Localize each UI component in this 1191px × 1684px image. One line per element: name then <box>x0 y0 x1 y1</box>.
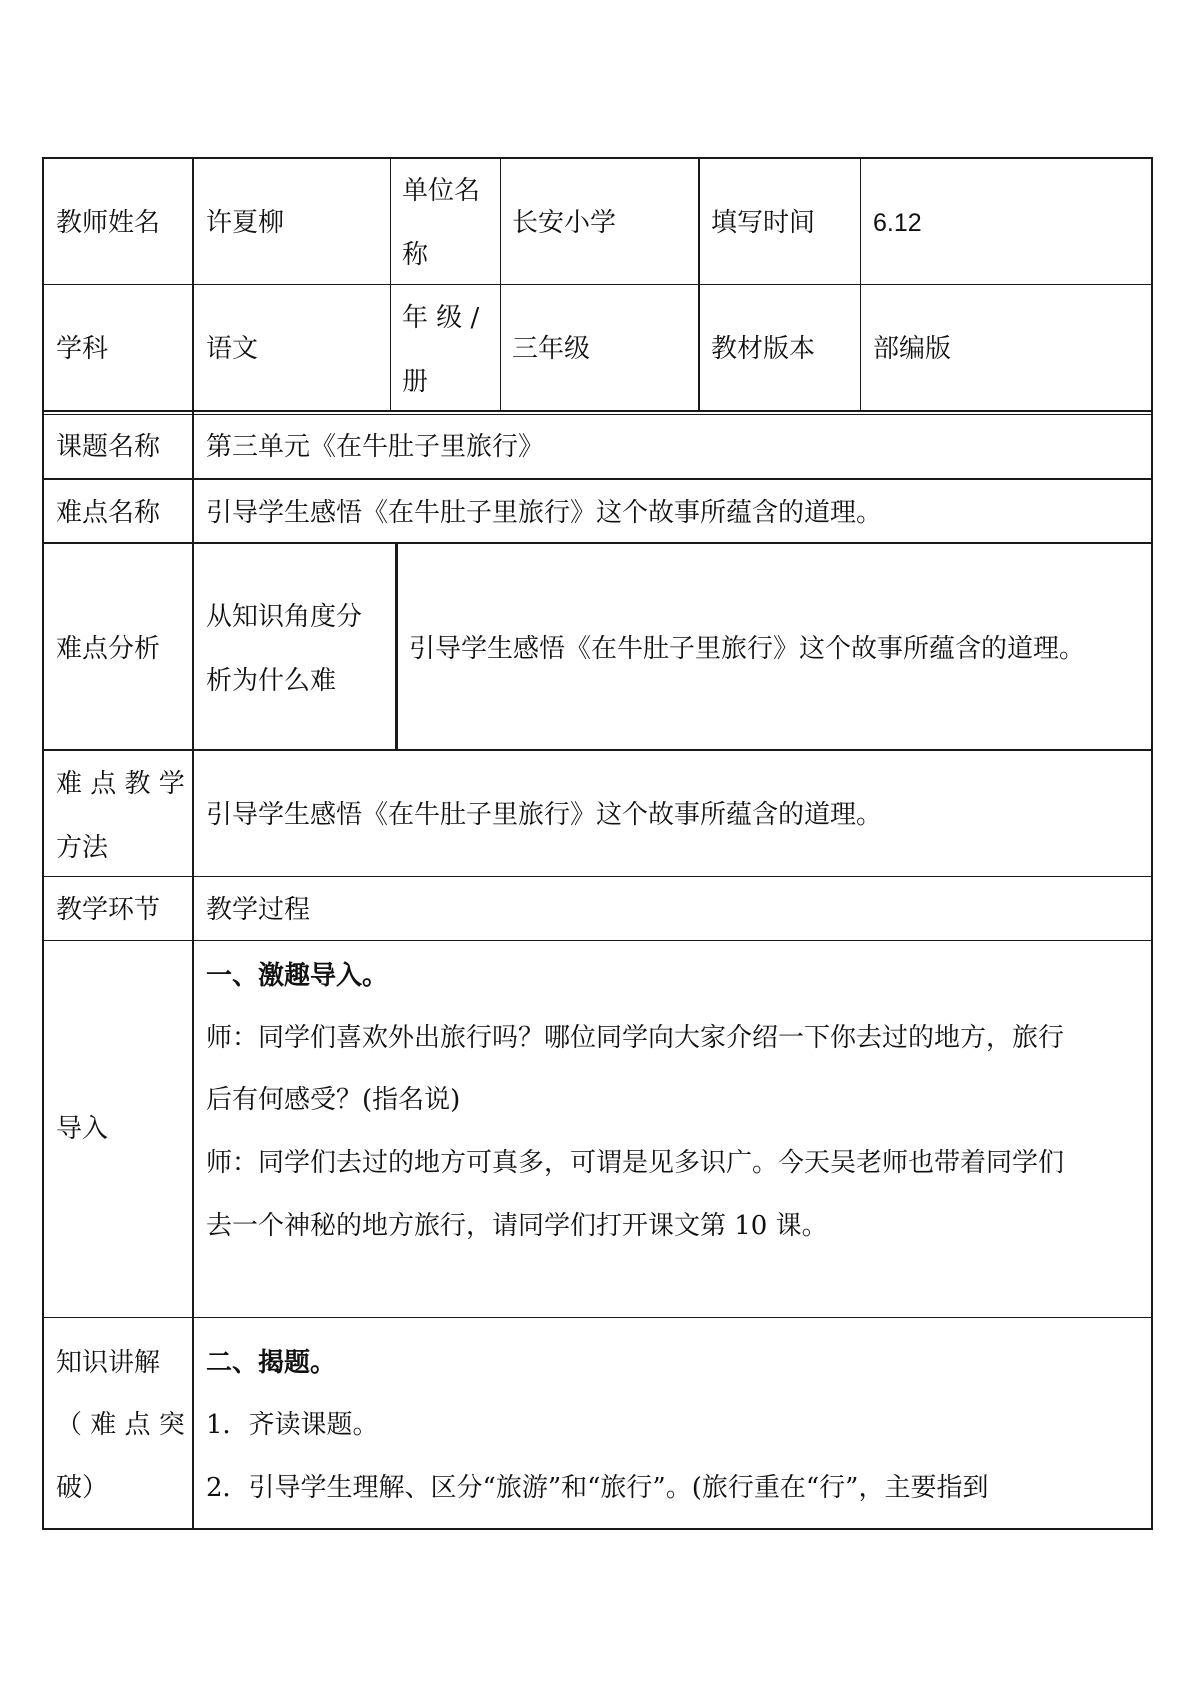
fill-date-label: 填写时间 <box>711 208 816 238</box>
grade-label-line2: 册 <box>402 367 429 397</box>
analysis-label: 难点分析 <box>56 634 161 664</box>
table-border-right <box>1151 157 1153 1530</box>
row-divider <box>42 749 1153 751</box>
intro-paragraph2-line2: 去一个神秘的地方旅行，请同学们打开课文第 10 课。 <box>206 1211 828 1241</box>
row-divider-double <box>42 414 1153 415</box>
method-label-line2: 方法 <box>56 833 109 863</box>
row-divider <box>42 410 1153 412</box>
unit-name-label-line2: 称 <box>402 240 429 270</box>
analysis-value: 引导学生感悟《在牛肚子里旅行》这个故事所蕴含的道理。 <box>409 634 1086 664</box>
difficulty-value: 引导学生感悟《在牛肚子里旅行》这个故事所蕴含的道理。 <box>206 498 883 528</box>
knowledge-label-line1: 知识讲解 <box>56 1348 161 1378</box>
subject-value: 语文 <box>206 334 259 364</box>
label-column-divider <box>192 157 194 1530</box>
lesson-title-label: 课题名称 <box>56 432 161 462</box>
col-divider <box>390 157 391 411</box>
knowledge-heading: 二、揭题。 <box>206 1348 337 1378</box>
analysis-sub-line1: 从知识角度分 <box>206 602 363 632</box>
grade-value: 三年级 <box>512 334 591 364</box>
table-border-bottom <box>42 1528 1153 1530</box>
row-divider <box>42 940 1153 941</box>
knowledge-item-2: 2．引导学生理解、区分“旅游”和“旅行”。(旅行重在“行”，主要指到 <box>206 1473 989 1503</box>
intro-paragraph2-line1: 师：同学们去过的地方可真多，可谓是见多识广。今天吴老师也带着同学们 <box>206 1148 1065 1178</box>
analysis-sub-line2: 析为什么难 <box>206 666 337 696</box>
row-divider <box>42 876 1153 877</box>
col-divider <box>860 157 861 411</box>
lesson-title-value: 第三单元《在牛肚子里旅行》 <box>206 432 545 462</box>
unit-name-label-line1: 单位名 <box>402 176 481 206</box>
table-border-top <box>42 157 1153 159</box>
grade-label-line1: 年 级 / <box>402 303 480 333</box>
difficulty-label: 难点名称 <box>56 498 161 528</box>
intro-paragraph1-line2: 后有何感受？(指名说) <box>206 1085 461 1115</box>
method-value: 引导学生感悟《在牛肚子里旅行》这个故事所蕴含的道理。 <box>206 800 883 830</box>
edition-label: 教材版本 <box>711 334 816 364</box>
row-divider <box>42 478 1153 480</box>
stage-label: 教学环节 <box>56 895 161 925</box>
teacher-name-label: 教师姓名 <box>56 208 161 238</box>
knowledge-label-line3: 破） <box>56 1473 109 1503</box>
table-border-left <box>42 157 44 1530</box>
knowledge-item-1: 1．齐读课题。 <box>206 1410 379 1440</box>
intro-heading: 一、激趣导入。 <box>206 961 389 991</box>
row-divider <box>42 542 1153 544</box>
col-divider <box>698 157 700 411</box>
col-divider <box>500 157 501 411</box>
knowledge-label-line2: （ 难 点 突 <box>56 1410 185 1440</box>
teacher-name-value: 许夏柳 <box>206 208 285 238</box>
edition-value: 部编版 <box>873 334 952 364</box>
intro-paragraph1-line1: 师：同学们喜欢外出旅行吗？哪位同学向大家介绍一下你去过的地方，旅行 <box>206 1023 1065 1053</box>
row-divider <box>42 1317 1153 1318</box>
method-label-line1: 难 点 教 学 <box>56 769 185 799</box>
fill-date-value: 6.12 <box>873 209 922 237</box>
col-divider <box>395 543 398 750</box>
process-label: 教学过程 <box>206 895 311 925</box>
subject-label: 学科 <box>56 334 109 364</box>
row-divider <box>42 284 1153 285</box>
intro-label: 导入 <box>56 1114 109 1144</box>
unit-name-value: 长安小学 <box>512 208 617 238</box>
